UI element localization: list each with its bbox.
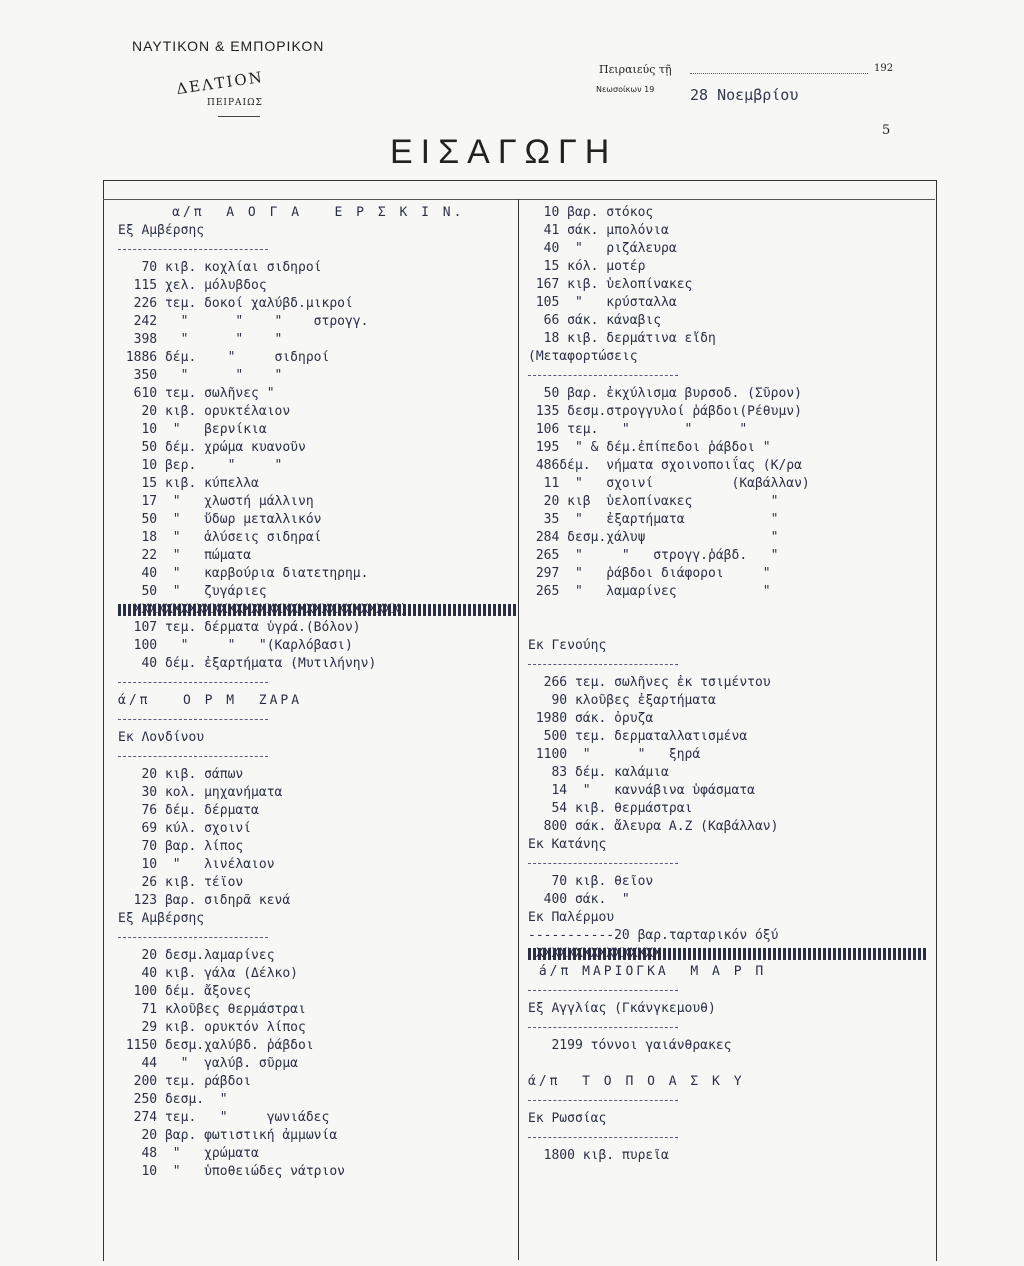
manifest-line: 50 δέμ. χρώμα κυανοῦν — [118, 440, 306, 455]
manifest-line: 106 τεμ. " " " — [528, 422, 748, 437]
manifest-line: 40 " καρβούρια διατετηρημ. — [118, 566, 369, 581]
manifest-line: 195 " & δέμ.ἐπίπεδοι ῥάβδοι " — [528, 440, 771, 455]
manifest-line: 22 " πώματα — [118, 548, 252, 563]
manifest-line: Εκ Παλέρμου — [528, 910, 615, 925]
manifest-line: 35 " ἐξαρτήματα " — [528, 512, 779, 527]
manifest-line: 50 βαρ. ἐκχύλισμα βυρσοδ. (Σῦρον) — [528, 386, 802, 401]
manifest-line: 1150 δεσμ.χαλύβδ. ῥάβδοι — [118, 1038, 314, 1053]
ship-heading: ά/π Ο Ρ Μ ΖΑΡΑ — [118, 693, 303, 708]
ship-heading: ά/π Τ Ο Π Ο Α Σ Κ Υ — [528, 1074, 745, 1089]
manifest-line: 15 κιβ. κύπελλα — [118, 476, 259, 491]
manifest-line: ΧΧΧΧΧΧΧΧΧΧΧΧΧΧΧΧ — [528, 945, 928, 963]
manifest-line: 20 κιβ. ορυκτέλαιον — [118, 404, 291, 419]
page-title: ΕΙΣΑΓΩΓΗ — [390, 133, 618, 171]
manifest-line: 105 " κρύσταλλα — [528, 295, 677, 310]
manifest-line: 76 δέμ. δέρματα — [118, 803, 259, 818]
manifest-line: ΧΧΧΧΧΧΧΧΧΧΧΧΧΧΧΧΧΧΧΧΧΧΧΧΧΧΧΧΧΧΧΧΧΧ) — [118, 601, 518, 619]
manifest-line: 83 δέμ. καλάμια — [528, 765, 669, 780]
manifest-line: 486δέμ. νήματα σχοινοποιΐας (Κ/ρα — [528, 458, 802, 473]
manifest-line: 284 δεσμ.χάλυψ " — [528, 530, 779, 545]
manifest-line: 14 " καννάβινα ὑφάσματα — [528, 783, 755, 798]
date-dotted-line — [690, 73, 868, 74]
manifest-line: 135 δεσμ.στρογγυλοί ῥάβδοι(Ρέθυμν) — [528, 404, 802, 419]
dashed-rule — [528, 981, 678, 991]
manifest-line: Εξ Αμβέρσης — [118, 911, 205, 926]
manifest-line: 20 κιβ ὑελοπίνακες " — [528, 494, 779, 509]
manifest-line: 167 κιβ. ὑελοπίνακες — [528, 277, 693, 292]
manifest-line: Εξ Αμβέρσης — [118, 223, 205, 238]
manifest-line: Εκ Ρωσσίας — [528, 1111, 607, 1126]
manifest-line: 10 βαρ. στόκος — [528, 205, 654, 220]
manifest-line: Εκ Γενούης — [528, 638, 607, 653]
manifest-line: Εξ Αγγλίας (Γκάνγκεμουθ) — [528, 1001, 716, 1016]
manifest-line: 18 " ἁλύσεις σιδηραί — [118, 530, 322, 545]
manifest-line: 70 κιβ. κοχλίαι σιδηροί — [118, 260, 322, 275]
manifest-line: 40 κιβ. γάλα (Δέλκο) — [118, 966, 299, 981]
dashed-rule — [118, 928, 268, 938]
year: 192 — [874, 63, 894, 74]
manifest-line: 50 " ζυγάριες — [118, 584, 267, 599]
manifest-line — [528, 1055, 928, 1073]
manifest-line: -----------20 βαρ.ταρταρικόν όξύ — [528, 928, 779, 943]
manifest-line: 20 βαρ. φωτιστική ἀμμωνία — [118, 1128, 338, 1143]
manifest-line: 200 τεμ. ράβδοι — [118, 1074, 252, 1089]
ship-heading: á/π ΜΑΡΙΟΓΚΑ Μ Α Ρ Π — [528, 964, 767, 979]
manifest-line: 350 " " " — [118, 368, 283, 383]
dashed-rule — [118, 710, 268, 720]
manifest-line: 1800 κιβ. πυρεῖα — [528, 1148, 669, 1163]
manifest-line: 17 " χλωστή μάλλινη — [118, 494, 314, 509]
manifest-line: 265 " " στρογγ.ῥάβδ. " — [528, 548, 779, 563]
manifest-line: 2199 τόννοι γαιάνθρακες — [528, 1038, 732, 1053]
manifest-line: 1886 δέμ. " σιδηροί — [118, 350, 330, 365]
manifest-line: 15 κόλ. μοτέρ — [528, 259, 646, 274]
dashed-rule — [118, 240, 268, 250]
manifest-line: 11 " σχοινί (Καβάλλαν) — [528, 476, 810, 491]
dashed-rule — [528, 1018, 678, 1028]
page-number: 5 — [882, 123, 891, 138]
manifest-line: 40 δέμ. ἐξαρτήματα (Μυτιλήνην) — [118, 656, 377, 671]
manifest-line: 90 κλοῦβες ἐξαρτήματα — [528, 693, 716, 708]
manifest-line: 66 σάκ. κάναβις — [528, 313, 662, 328]
dashed-rule — [118, 747, 268, 757]
divider — [218, 116, 260, 117]
manifest-line — [528, 619, 928, 637]
manifest-line: 54 κιβ. θερμάστραι — [528, 801, 693, 816]
manifest-line: Εκ Λονδίνου — [118, 730, 205, 745]
manifest-line: 265 " λαμαρίνες " — [528, 584, 771, 599]
manifest-line: 398 " " " — [118, 332, 283, 347]
manifest-line: 20 κιβ. σάπων — [118, 767, 244, 782]
dashed-rule — [528, 1091, 678, 1101]
manifest-line: 107 τεμ. δέρματα ὑγρά.(Βόλον) — [118, 620, 361, 635]
manifest-line: 400 σάκ. " — [528, 892, 630, 907]
typed-date: 28 Νοεμβρίου — [690, 86, 799, 104]
manifest-line: 48 " χρώματα — [118, 1146, 259, 1161]
table-top-rule — [103, 199, 935, 200]
manifest-line: 610 τεμ. σωλῆνες " — [118, 386, 275, 401]
manifest-line: 274 τεμ. " γωνιάδες — [118, 1110, 330, 1125]
manifest-line: 115 χελ. μόλυβδος — [118, 278, 267, 293]
manifest-line: 20 δεσμ.λαμαρίνες — [118, 948, 275, 963]
manifest-line: 10 " λινέλαιον — [118, 857, 275, 872]
manifest-line: 100 δέμ. ἄξονες — [118, 984, 252, 999]
column-separator — [518, 199, 519, 1260]
manifest-line: 71 κλοῦβες θερμάστραι — [118, 1002, 306, 1017]
manifest-line: 10 " ὑποθειώδες νάτριον — [118, 1164, 345, 1179]
bulletin-logo: ΔΕΛΤΙΟΝ — [175, 67, 265, 99]
manifest-line: 30 κολ. μηχανήματα — [118, 785, 283, 800]
manifest-line: 69 κύλ. σχοινί — [118, 821, 252, 836]
manifest-line: 1100 " " ξηρά — [528, 747, 701, 762]
manifest-line: 10 βερ. " " — [118, 458, 283, 473]
dashed-rule — [118, 673, 268, 683]
street-address: Νεωσοίκων 19 — [596, 85, 655, 94]
manifest-line — [528, 601, 928, 619]
manifest-line: 70 κιβ. θεῖον — [528, 874, 654, 889]
manifest-line: 41 σάκ. μπολόνια — [528, 223, 669, 238]
dashed-rule — [528, 366, 678, 376]
dashed-rule — [528, 854, 678, 864]
manifest-line: 297 " ῥάβδοι διάφοροι " — [528, 566, 771, 581]
manifest-line: 250 δεσμ. " — [118, 1092, 228, 1107]
right-column — [528, 204, 928, 1256]
dashed-rule — [528, 1128, 678, 1138]
bulletin-city: ΠΕΙΡΑΙΩΣ — [207, 98, 263, 108]
manifest-line: 18 κιβ. δερμάτινα εἴδη — [528, 331, 716, 346]
manifest-line: Εκ Κατάνης — [528, 837, 607, 852]
manifest-line: 123 βαρ. σιδηρᾶ κενά — [118, 893, 291, 908]
manifest-line: 44 " γαλύβ. σῦρμα — [118, 1056, 299, 1071]
manifest-line: 40 " ριζάλευρα — [528, 241, 677, 256]
manifest-line: 242 " " " στρογγ. — [118, 314, 369, 329]
manifest-line: 800 σάκ. ἄλευρα Α.Ζ (Καβάλλαν) — [528, 819, 779, 834]
manifest-line: 50 " ὕδωρ μεταλλικόν — [118, 512, 322, 527]
dashed-rule — [528, 655, 678, 665]
ship-heading: α/π Α Ο Γ Α Ε Ρ Σ Κ Ι Ν. — [118, 205, 465, 220]
city-line: Πειραιεύς τῇ — [599, 63, 672, 76]
manifest-line: 70 βαρ. λίπος — [118, 839, 244, 854]
manifest-line: 29 κιβ. ορυκτόν λίπος — [118, 1020, 306, 1035]
manifest-line: 226 τεμ. δοκοί χαλύβδ.μικροί — [118, 296, 353, 311]
manifest-line: 100 " " "(Καρλόβασι) — [118, 638, 353, 653]
manifest-line: 500 τεμ. δερματαλλατισμένα — [528, 729, 748, 744]
manifest-line: 26 κιβ. τέϊον — [118, 875, 244, 890]
brand-header: ΝΑΥΤΙΚΟΝ & ΕΜΠΟΡΙΚΟΝ — [132, 38, 325, 54]
manifest-line: 266 τεμ. σωλῆνες ἐκ τσιμέντου — [528, 675, 771, 690]
left-column — [118, 204, 518, 1256]
manifest-line: 10 " βερνίκια — [118, 422, 267, 437]
manifest-line: 1980 σάκ. ὀρυζα — [528, 711, 654, 726]
manifest-line: (Μεταφορτώσεις — [528, 349, 638, 364]
